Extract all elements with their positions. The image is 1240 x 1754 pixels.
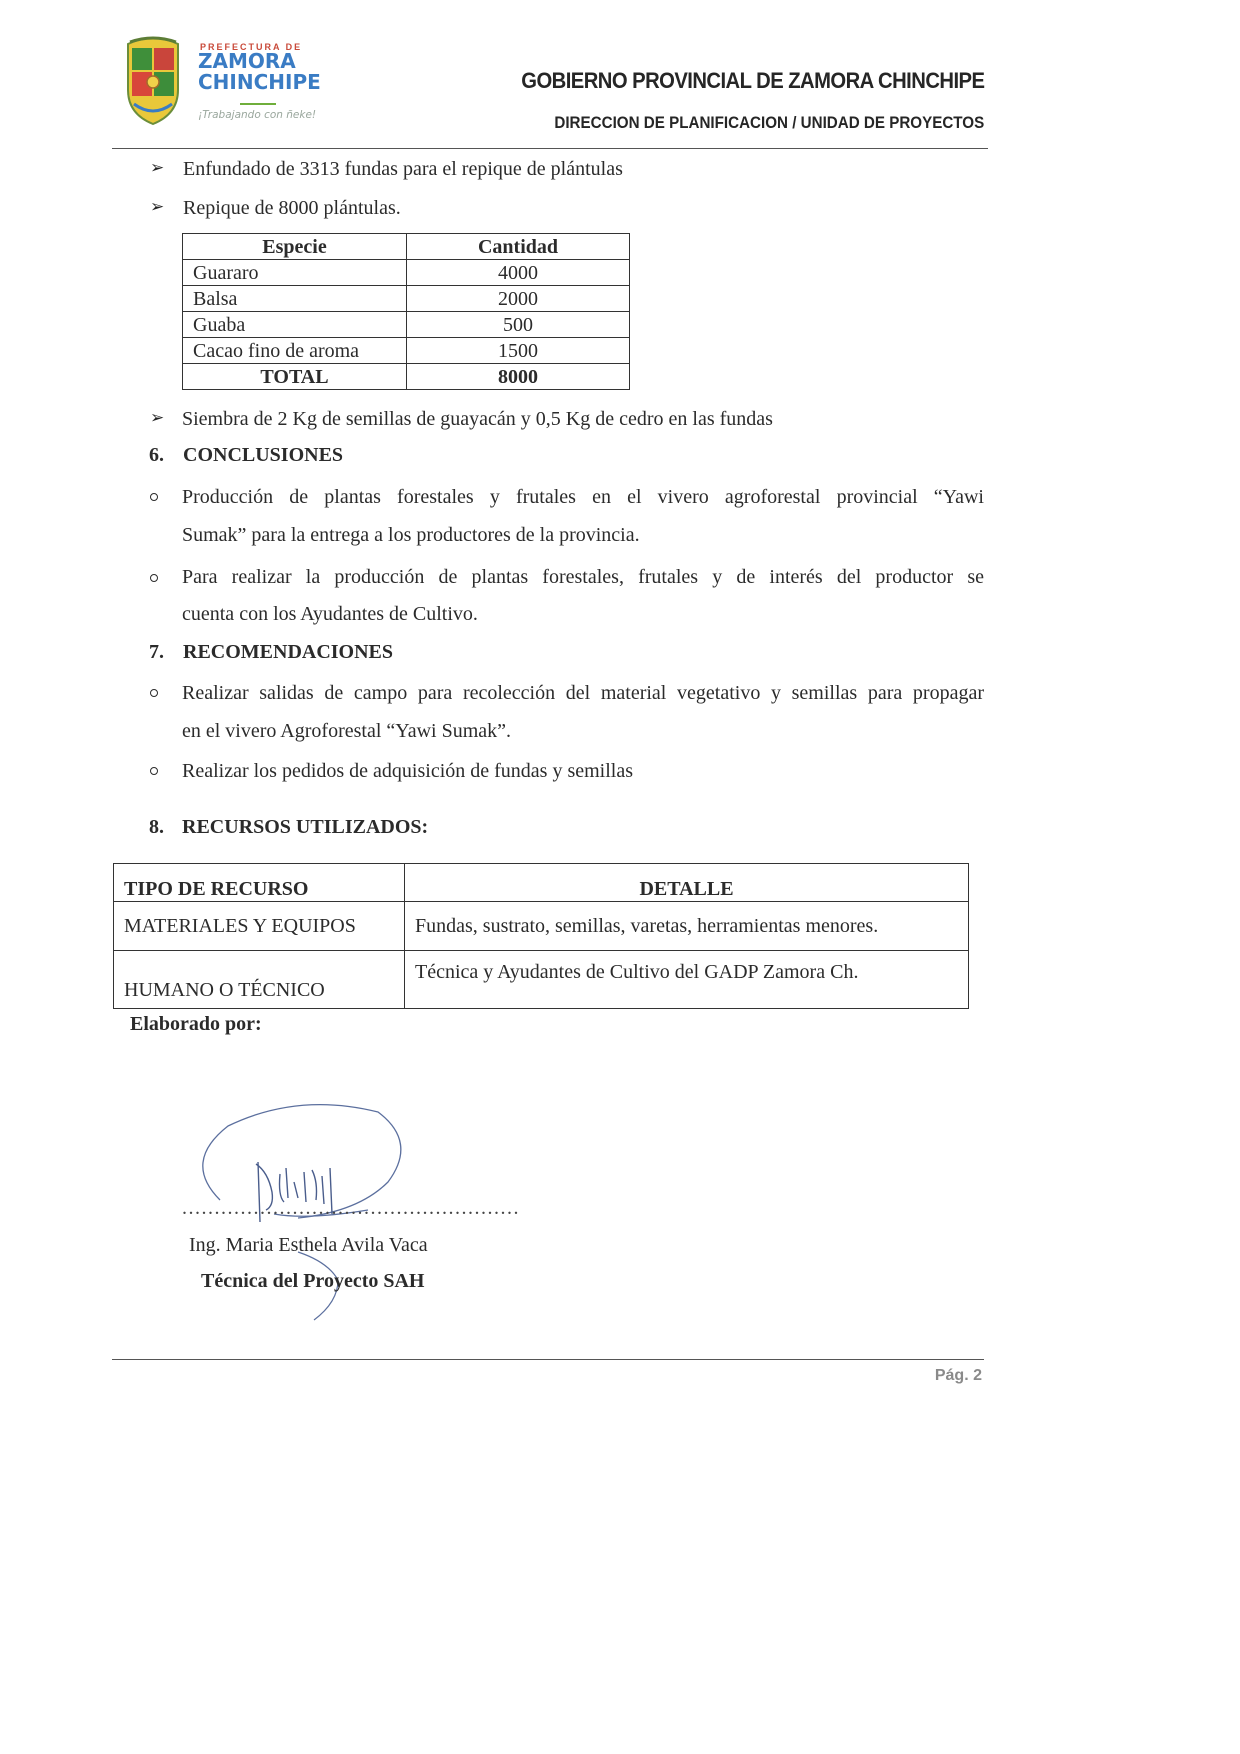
- table-row: [183, 286, 630, 312]
- resource-type-cell: HUMANO O TÉCNICO: [114, 951, 405, 1009]
- logo-name-line2: CHINCHIPE: [198, 70, 321, 94]
- conclusion-item-line: Para realizar la producción de plantas forestales, frutales y de interés del productor se: [182, 566, 984, 588]
- recommendation-item-line: Realizar salidas de campo para recolección del material vegetativo y semillas para propagar: [182, 682, 984, 704]
- quantity-cell: 2000: [407, 286, 630, 312]
- arrow-bullet-icon: ➢: [150, 158, 165, 178]
- table-header-cell: TIPO DE RECURSO: [114, 864, 405, 902]
- species-table: [182, 233, 630, 390]
- arrow-bullet-icon: ➢: [150, 197, 165, 217]
- logo-divider: [240, 103, 276, 105]
- table-row: [183, 260, 630, 286]
- bullet-icon: [150, 574, 158, 582]
- quantity-cell: 1500: [407, 338, 630, 364]
- species-cell: Guaba: [183, 312, 407, 338]
- section-title-recommendations: RECOMENDACIONES: [183, 641, 394, 663]
- header-divider: [112, 148, 988, 149]
- table-row: [114, 902, 969, 951]
- total-label-cell: TOTAL: [183, 364, 407, 390]
- arrow-bullet-icon: ➢: [150, 408, 165, 428]
- species-cell: Guararo: [183, 260, 407, 286]
- table-header-cell: Especie: [183, 234, 407, 260]
- table-header-cell: DETALLE: [405, 864, 969, 902]
- resources-table: [113, 863, 969, 1009]
- total-value-cell: 8000: [407, 364, 630, 390]
- signatory-role: Técnica del Proyecto SAH: [201, 1270, 425, 1292]
- table-row: [183, 338, 630, 364]
- bullet-icon: [150, 689, 158, 697]
- header-title: GOBIERNO PROVINCIAL DE ZAMORA CHINCHIPE: [520, 68, 984, 93]
- activity-item: Enfundado de 3313 fundas para el repique de plántulas: [183, 158, 623, 180]
- species-cell: Cacao fino de aroma: [183, 338, 407, 364]
- logo-name-line1: ZAMORA: [198, 49, 296, 73]
- species-cell: Balsa: [183, 286, 407, 312]
- activity-item: Siembra de 2 Kg de semillas de guayacán y 0,5 Kg de cedro en las fundas: [182, 408, 773, 430]
- recommendation-item-line: en el vivero Agroforestal “Yawi Sumak”.: [182, 720, 512, 742]
- bullet-icon: [150, 493, 158, 501]
- table-header-cell: Cantidad: [407, 234, 630, 260]
- conclusion-item-line: Sumak” para la entrega a los productores de la provincia.: [182, 524, 640, 546]
- table-header-row: [183, 234, 630, 260]
- section-title-resources: RECURSOS UTILIZADOS:: [182, 816, 429, 838]
- table-row: [114, 951, 969, 1009]
- section-title-conclusions: CONCLUSIONES: [183, 444, 344, 466]
- provincial-shield-logo: [122, 34, 184, 126]
- section-number: 8.: [149, 816, 164, 838]
- activity-item: Repique de 8000 plántulas.: [183, 197, 401, 219]
- recommendation-item-line: Realizar los pedidos de adquisición de fundas y semillas: [182, 760, 634, 782]
- section-number: 7.: [149, 641, 164, 663]
- conclusion-item-line: Producción de plantas forestales y frutales en el vivero agroforestal provincial “Yawi: [182, 486, 984, 508]
- table-row: [183, 312, 630, 338]
- resource-detail-cell: Técnica y Ayudantes de Cultivo del GADP Zamora Ch.: [405, 951, 969, 1009]
- resource-detail-cell: Fundas, sustrato, semillas, varetas, herramientas menores.: [405, 902, 969, 951]
- signature-line: ....................................................: [182, 1197, 520, 1219]
- conclusion-item-line: cuenta con los Ayudantes de Cultivo.: [182, 603, 478, 625]
- bullet-icon: [150, 767, 158, 775]
- header-subtitle: DIRECCION DE PLANIFICACION / UNIDAD DE PROYECTOS: [554, 114, 984, 132]
- page-number: Pág. 2: [934, 1367, 982, 1384]
- resource-type-cell: MATERIALES Y EQUIPOS: [114, 902, 405, 951]
- signatory-name: Ing. Maria Esthela Avila Vaca: [189, 1234, 428, 1256]
- logo-slogan: ¡Trabajando con ñeke!: [198, 109, 317, 121]
- table-total-row: [183, 364, 630, 390]
- footer-divider: [112, 1359, 984, 1360]
- section-number: 6.: [149, 444, 164, 466]
- table-header-row: [114, 864, 969, 902]
- prepared-by-label: Elaborado por:: [130, 1013, 262, 1035]
- quantity-cell: 500: [407, 312, 630, 338]
- quantity-cell: 4000: [407, 260, 630, 286]
- logo-prefix: PREFECTURA DE: [200, 42, 303, 52]
